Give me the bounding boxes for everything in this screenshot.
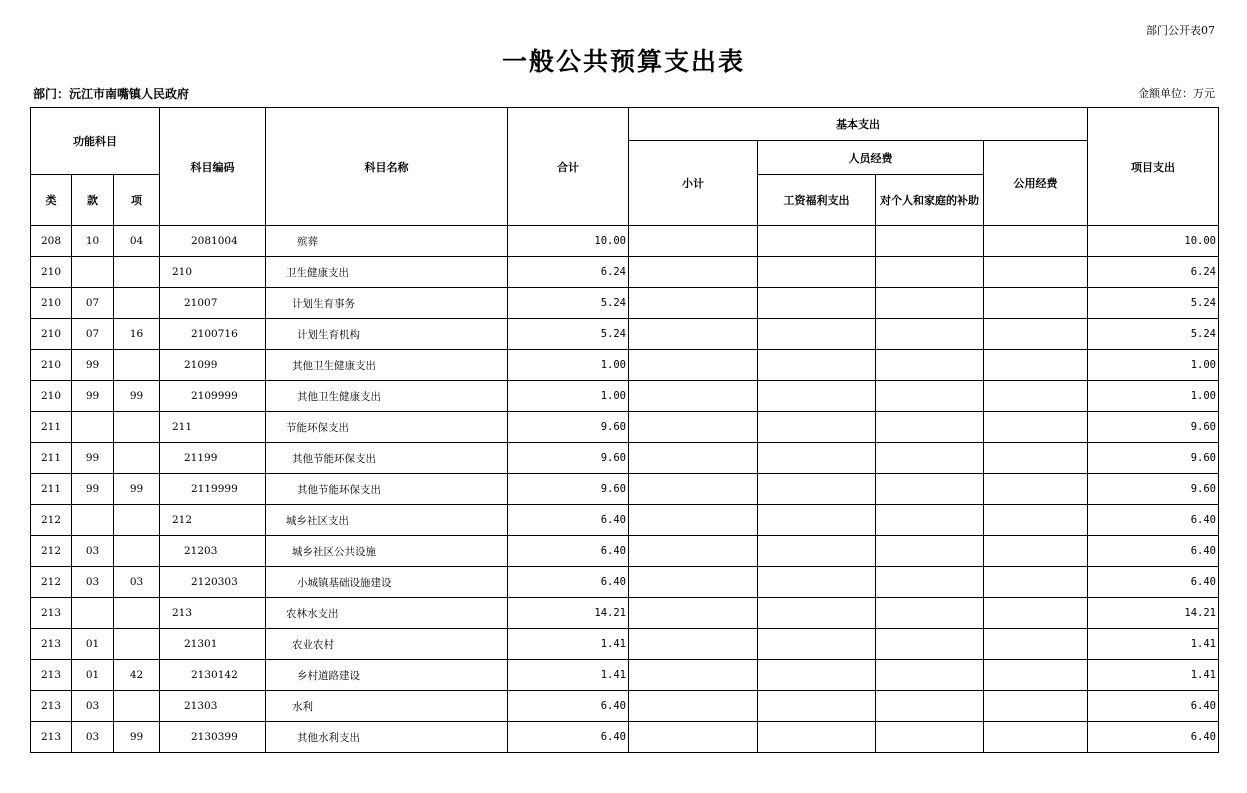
cell-public [984,412,1088,443]
header-xiang: 项 [114,175,160,226]
cell-project: 1.41 [1088,660,1219,691]
cell-lei: 212 [31,536,72,567]
cell-project: 6.24 [1088,257,1219,288]
cell-wages [758,505,876,536]
cell-subsidy [876,443,984,474]
cell-lei: 210 [31,381,72,412]
cell-public [984,598,1088,629]
cell-public [984,226,1088,257]
cell-public [984,629,1088,660]
cell-xiang: 16 [114,319,160,350]
header-subtotal: 小计 [629,141,758,226]
cell-code: 21199 [160,443,266,474]
cell-wages [758,257,876,288]
cell-lei: 213 [31,629,72,660]
cell-subtotal [629,381,758,412]
cell-subsidy [876,536,984,567]
cell-code: 211 [160,412,266,443]
cell-kuan: 99 [72,443,114,474]
cell-public [984,536,1088,567]
cell-total: 5.24 [508,288,629,319]
header-public: 公用经费 [984,141,1088,226]
cell-name: 其他节能环保支出 [266,474,508,505]
cell-lei: 213 [31,598,72,629]
cell-xiang [114,443,160,474]
cell-project: 1.00 [1088,350,1219,381]
form-number: 部门公开表07 [1146,24,1215,37]
cell-wages [758,629,876,660]
cell-lei: 212 [31,505,72,536]
cell-wages [758,443,876,474]
cell-subsidy [876,319,984,350]
cell-total: 1.41 [508,660,629,691]
cell-project: 10.00 [1088,226,1219,257]
cell-name: 其他水利支出 [266,722,508,753]
cell-kuan: 99 [72,350,114,381]
cell-public [984,319,1088,350]
cell-public [984,381,1088,412]
cell-total: 1.41 [508,629,629,660]
cell-lei: 210 [31,350,72,381]
cell-kuan: 03 [72,567,114,598]
cell-kuan [72,412,114,443]
header-func-subject: 功能科目 [31,108,160,175]
cell-name: 计划生育事务 [266,288,508,319]
table-row [31,691,1219,722]
cell-kuan: 01 [72,629,114,660]
table-row [31,443,1219,474]
cell-public [984,257,1088,288]
cell-total: 9.60 [508,412,629,443]
cell-name: 其他节能环保支出 [266,443,508,474]
cell-wages [758,660,876,691]
cell-xiang: 03 [114,567,160,598]
cell-subtotal [629,319,758,350]
cell-total: 6.40 [508,691,629,722]
table-row [31,319,1219,350]
table-row [31,722,1219,753]
cell-total: 6.24 [508,257,629,288]
cell-xiang [114,412,160,443]
cell-kuan: 10 [72,226,114,257]
cell-subsidy [876,257,984,288]
cell-public [984,691,1088,722]
cell-code: 2130142 [160,660,266,691]
cell-project: 6.40 [1088,505,1219,536]
cell-subtotal [629,722,758,753]
table-row [31,381,1219,412]
cell-name: 卫生健康支出 [266,257,508,288]
cell-code: 2081004 [160,226,266,257]
cell-wages [758,412,876,443]
cell-subtotal [629,350,758,381]
header-total: 合计 [508,108,629,226]
cell-project: 6.40 [1088,536,1219,567]
cell-wages [758,567,876,598]
cell-subtotal [629,288,758,319]
cell-lei: 208 [31,226,72,257]
cell-code: 21303 [160,691,266,722]
cell-subtotal [629,629,758,660]
cell-public [984,567,1088,598]
budget-expenditure-table [30,107,1219,753]
table-row [31,660,1219,691]
cell-subtotal [629,226,758,257]
cell-name: 小城镇基础设施建设 [266,567,508,598]
cell-kuan: 03 [72,722,114,753]
cell-lei: 210 [31,288,72,319]
cell-total: 5.24 [508,319,629,350]
cell-subtotal [629,598,758,629]
cell-name: 其他卫生健康支出 [266,381,508,412]
header-basic: 基本支出 [629,108,1088,141]
cell-project: 9.60 [1088,443,1219,474]
cell-name: 其他卫生健康支出 [266,350,508,381]
cell-name: 城乡社区支出 [266,505,508,536]
cell-xiang [114,505,160,536]
department-label: 部门：沅江市南嘴镇人民政府 [33,87,190,101]
cell-wages [758,598,876,629]
cell-xiang: 04 [114,226,160,257]
cell-kuan: 03 [72,691,114,722]
cell-lei: 213 [31,691,72,722]
cell-total: 6.40 [508,536,629,567]
cell-subsidy [876,350,984,381]
table-row [31,412,1219,443]
cell-code: 210 [160,257,266,288]
cell-wages [758,691,876,722]
table-row [31,474,1219,505]
cell-subsidy [876,381,984,412]
cell-subsidy [876,598,984,629]
header-code: 科目编码 [160,108,266,226]
cell-subsidy [876,226,984,257]
cell-wages [758,288,876,319]
cell-total: 9.60 [508,443,629,474]
cell-lei: 211 [31,412,72,443]
cell-public [984,350,1088,381]
cell-project: 9.60 [1088,412,1219,443]
header-kuan: 款 [72,175,114,226]
cell-subtotal [629,567,758,598]
cell-subtotal [629,474,758,505]
cell-code: 21007 [160,288,266,319]
cell-total: 14.21 [508,598,629,629]
cell-name: 农业农村 [266,629,508,660]
cell-subtotal [629,257,758,288]
cell-public [984,722,1088,753]
table-body [31,226,1219,753]
header-lei: 类 [31,175,72,226]
cell-xiang [114,536,160,567]
cell-project: 5.24 [1088,288,1219,319]
cell-subsidy [876,474,984,505]
page-title: 一般公共预算支出表 [501,47,745,76]
cell-wages [758,722,876,753]
header-personnel: 人员经费 [758,141,984,175]
cell-xiang [114,288,160,319]
cell-name: 农林水支出 [266,598,508,629]
cell-kuan [72,598,114,629]
cell-name: 计划生育机构 [266,319,508,350]
cell-wages [758,381,876,412]
cell-subsidy [876,722,984,753]
cell-code: 212 [160,505,266,536]
cell-xiang: 99 [114,381,160,412]
cell-lei: 212 [31,567,72,598]
cell-wages [758,350,876,381]
cell-kuan: 99 [72,474,114,505]
cell-lei: 210 [31,257,72,288]
cell-project: 6.40 [1088,567,1219,598]
cell-subsidy [876,505,984,536]
cell-total: 1.00 [508,381,629,412]
table-row [31,629,1219,660]
header-project: 项目支出 [1088,108,1219,226]
cell-xiang [114,629,160,660]
cell-subsidy [876,629,984,660]
cell-project: 6.40 [1088,722,1219,753]
cell-total: 1.00 [508,350,629,381]
cell-lei: 211 [31,474,72,505]
cell-wages [758,536,876,567]
cell-public [984,660,1088,691]
cell-name: 城乡社区公共设施 [266,536,508,567]
cell-subsidy [876,567,984,598]
cell-wages [758,226,876,257]
header-name: 科目名称 [266,108,508,226]
cell-code: 2100716 [160,319,266,350]
cell-code: 21301 [160,629,266,660]
table-row [31,598,1219,629]
cell-wages [758,474,876,505]
cell-name: 节能环保支出 [266,412,508,443]
cell-subtotal [629,505,758,536]
cell-xiang [114,257,160,288]
cell-xiang [114,350,160,381]
cell-code: 21203 [160,536,266,567]
cell-project: 14.21 [1088,598,1219,629]
cell-project: 1.00 [1088,381,1219,412]
cell-public [984,505,1088,536]
cell-code: 2109999 [160,381,266,412]
cell-subtotal [629,412,758,443]
cell-code: 213 [160,598,266,629]
cell-code: 2120303 [160,567,266,598]
cell-kuan [72,505,114,536]
cell-subsidy [876,660,984,691]
cell-project: 6.40 [1088,691,1219,722]
cell-code: 21099 [160,350,266,381]
cell-total: 6.40 [508,567,629,598]
table-row [31,350,1219,381]
cell-kuan: 07 [72,288,114,319]
table-header [31,108,1219,226]
cell-project: 9.60 [1088,474,1219,505]
amount-unit-label: 金额单位：万元 [1138,87,1215,100]
cell-subtotal [629,536,758,567]
header-subsidy: 对个人和家庭的补助 [876,175,984,226]
table-row [31,257,1219,288]
cell-code: 2130399 [160,722,266,753]
table-row [31,567,1219,598]
cell-public [984,443,1088,474]
cell-subtotal [629,691,758,722]
cell-xiang [114,598,160,629]
cell-total: 10.00 [508,226,629,257]
table-row [31,226,1219,257]
cell-lei: 211 [31,443,72,474]
table-row [31,536,1219,567]
cell-code: 2119999 [160,474,266,505]
cell-total: 6.40 [508,722,629,753]
cell-subtotal [629,443,758,474]
cell-xiang [114,691,160,722]
cell-subtotal [629,660,758,691]
cell-name: 殡葬 [266,226,508,257]
cell-total: 9.60 [508,474,629,505]
cell-name: 乡村道路建设 [266,660,508,691]
cell-project: 5.24 [1088,319,1219,350]
cell-subsidy [876,412,984,443]
cell-lei: 213 [31,660,72,691]
cell-xiang: 99 [114,722,160,753]
cell-kuan [72,257,114,288]
cell-public [984,288,1088,319]
cell-total: 6.40 [508,505,629,536]
cell-xiang: 42 [114,660,160,691]
cell-kuan: 03 [72,536,114,567]
cell-lei: 210 [31,319,72,350]
cell-kuan: 01 [72,660,114,691]
cell-name: 水利 [266,691,508,722]
cell-subsidy [876,288,984,319]
cell-public [984,474,1088,505]
table-row [31,505,1219,536]
cell-kuan: 99 [72,381,114,412]
cell-xiang: 99 [114,474,160,505]
table-row [31,288,1219,319]
header-wages: 工资福利支出 [758,175,876,226]
cell-subsidy [876,691,984,722]
cell-kuan: 07 [72,319,114,350]
cell-lei: 213 [31,722,72,753]
cell-wages [758,319,876,350]
cell-project: 1.41 [1088,629,1219,660]
